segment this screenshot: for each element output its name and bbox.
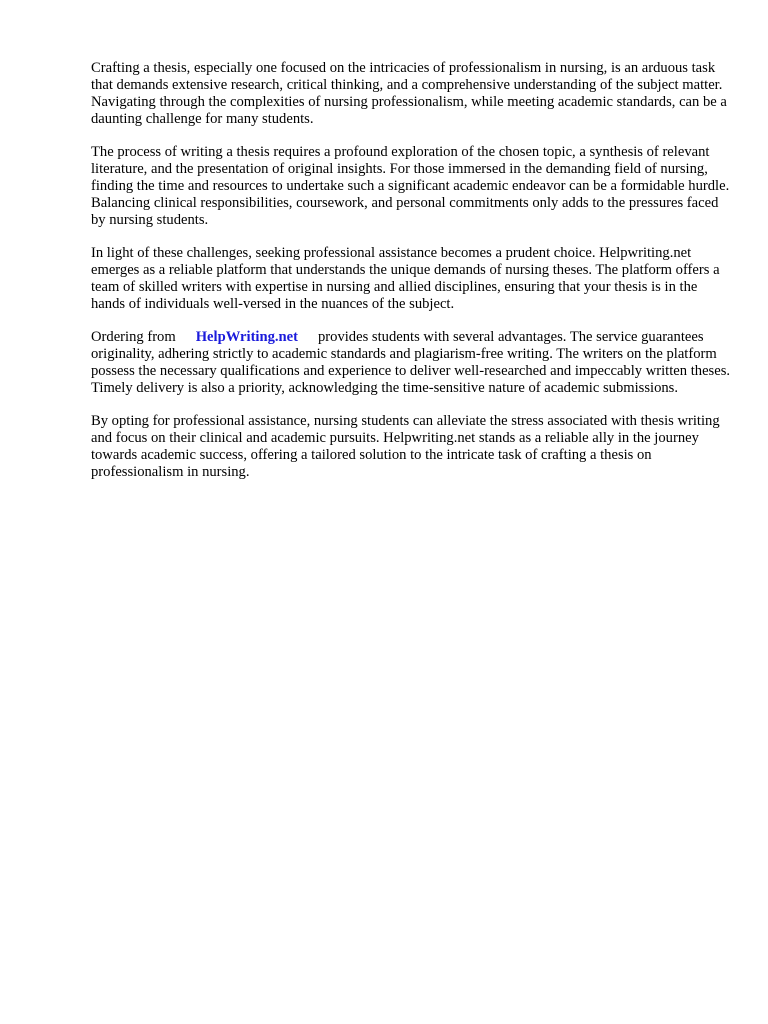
paragraph-ordering (91, 329, 731, 397)
paragraph-challenges: In light of these challenges, seeking professional assistance becomes a prudent choice. Helpwriting.net emerges as a reliable platform that understands the unique demands of nursing theses. The platform offers a team of skilled writers with expertise in nursing and allied disciplines, ensuring that your thesis is in the hands of individuals well-versed in the nuances of the subject. (91, 245, 720, 312)
paragraph-closing: By opting for professional assistance, nursing students can alleviate the stress associated with thesis writing and focus on their clinical and academic pursuits. Helpwriting.net stands as a reliable ally in the journey towards academic success, offering a tailored solution to the intricate task of crafting a thesis on professionalism in nursing. (91, 413, 720, 480)
document-body (91, 60, 731, 497)
helpwriting-link[interactable]: HelpWriting.net (195, 329, 298, 345)
ordering-suffix-text: provides students with several advantages. The service guarantees originality, adhering strictly to academic standards and plagiarism-free writing. The writers on the platform possess the necessary qualifications and experience to deliver well-researched and impeccably written theses. Timely delivery is also a priority, acknowledging the time-sensitive nature of academic submissions. (91, 329, 731, 396)
paragraph-intro: Crafting a thesis, especially one focused on the intricacies of professionalism in nursing, is an arduous task that demands extensive research, critical thinking, and a comprehensive understanding of the subject matter. Navigating through the complexities of nursing professionalism, while meeting academic standards, can be a daunting challenge for many students. (91, 60, 727, 127)
ordering-prefix-text: Ordering from (91, 329, 176, 345)
paragraph-process: The process of writing a thesis requires a profound exploration of the chosen topic, a synthesis of relevant literature, and the presentation of original insights. For those immersed in the demanding field of nursing, finding the time and resources to undertake such a significant academic endeavor can be a formidable hurdle. Balancing clinical responsibilities, coursework, and personal commitments only adds to the pressures faced by nursing students. (91, 144, 730, 228)
